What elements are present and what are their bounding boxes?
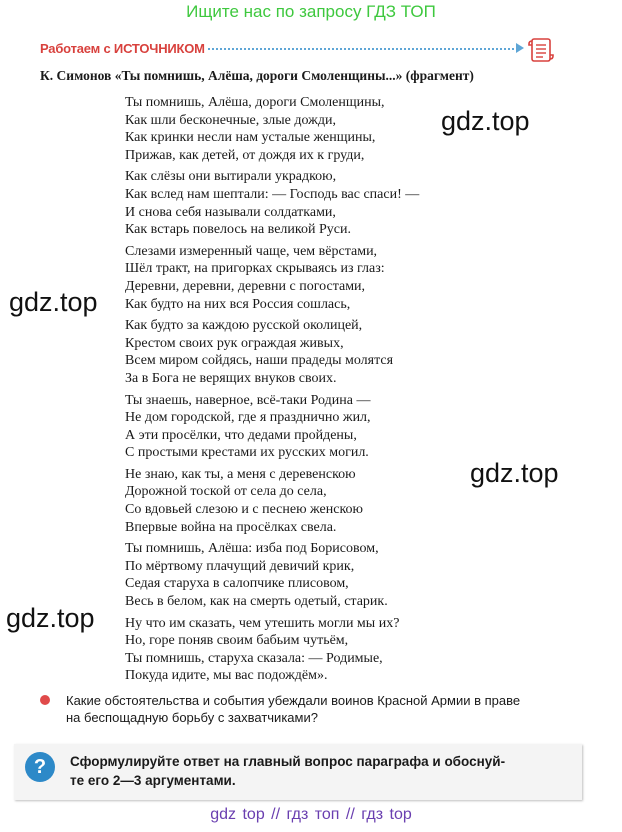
poem-stanza — [125, 615, 419, 685]
arrow-right-icon — [516, 43, 524, 53]
watermark: gdz.top — [9, 287, 98, 317]
footer-link[interactable]: гдз топ — [286, 806, 340, 823]
poem-line: Покуда идите, мы вас подождём». — [125, 668, 328, 684]
poem-line: Не знаю, как ты, а меня с деревенскою — [125, 466, 356, 482]
poem-stanza — [125, 466, 419, 536]
question-row — [40, 692, 580, 726]
dotted-arrow-line — [208, 48, 518, 50]
poem-line: Но, горе поняв своим бабьим чутьём, — [125, 633, 349, 649]
poem-line: Со вдовьей слезою и с песнею женскою — [125, 502, 364, 518]
source-header — [40, 38, 556, 66]
question-line: на беспощадную борьбу с захватчиками? — [66, 710, 318, 725]
poem-line: Впервые война на просёлках свела. — [125, 519, 337, 535]
poem-line: Как кринки несли нам усталые женщины, — [125, 130, 376, 146]
poem-title: К. Симонов «Ты помнишь, Алёша, дороги Смоленщины...» (фрагмент) — [40, 68, 474, 83]
poem-line: По мёртвому плачущий девичий крик, — [125, 558, 355, 574]
bullet-icon — [40, 695, 50, 705]
poem-line: Шёл тракт, на пригорках скрываясь из глаз: — [125, 261, 385, 277]
source-label-main: ИСТОЧНИКОМ — [113, 41, 205, 56]
poem-line: А эти просёлки, что дедами пройдены, — [125, 427, 357, 443]
task-line: Сформулируйте ответ на главный вопрос параграфа и обоснуй- — [70, 754, 506, 769]
watermark: gdz.top — [470, 458, 559, 488]
document-scroll-icon — [526, 34, 556, 64]
poem-line: С простыми крестами их русских могил. — [125, 445, 369, 461]
poem-line: Прижав, как детей, от дождя их к груди, — [125, 147, 365, 163]
source-label-prefix: Работаем с — [40, 41, 111, 56]
watermark: gdz.top — [441, 106, 530, 136]
poem-line: Слезами измеренный чаще, чем вёрстами, — [125, 243, 378, 259]
poem-line: Дорожной тоской от села до села, — [125, 484, 327, 500]
footer-separator: // — [271, 806, 281, 823]
poem-line: Как слёзы они вытирали украдкою, — [125, 169, 337, 185]
poem-line: Всем миром сойдясь, наши прадеды молятся — [125, 353, 394, 369]
poem-line: Весь в белом, как на смерть одетый, старик. — [125, 594, 388, 610]
poem-line: Как шли бесконечные, злые дожди, — [125, 112, 336, 128]
source-label — [40, 41, 205, 56]
poem-stanza — [125, 94, 419, 164]
footer-link[interactable]: gdz top — [210, 806, 265, 823]
poem-line: Как вслед нам шептали: — Господь вас спаси! — — [125, 186, 420, 202]
question-line: Какие обстоятельства и события убеждали воинов Красной Армии в праве — [66, 693, 521, 708]
footer-links — [0, 806, 622, 824]
poem-line: Крестом своих рук ограждая живых, — [125, 335, 344, 351]
poem-line: Не дом городской, где я празднично жил, — [125, 410, 371, 426]
poem-line: Ты помнишь, старуха сказала: — Родимые, — [125, 650, 383, 666]
poem-stanza — [125, 243, 419, 313]
task-box — [14, 744, 582, 800]
footer-separator: // — [345, 806, 355, 823]
poem-line: Седая старуха в салопчике плисовом, — [125, 576, 349, 592]
poem-line: И снова себя называли солдатками, — [125, 204, 336, 220]
poem-line: Как будто на них вся Россия сошлась, — [125, 296, 351, 312]
poem-line: Как встарь повелось на великой Руси. — [125, 222, 351, 238]
poem-body — [125, 94, 419, 689]
poem-line: Как будто за каждою русской околицей, — [125, 318, 363, 334]
task-line: те его 2—3 аргументами. — [70, 773, 236, 788]
task-text — [70, 752, 570, 790]
question-mark-icon: ? — [25, 752, 55, 782]
poem-line: Ты знаешь, наверное, всё-таки Родина — — [125, 392, 371, 408]
poem-line: Деревни, деревни, деревни с погостами, — [125, 278, 366, 294]
poem-line: Ну что им сказать, чем утешить могли мы их? — [125, 615, 400, 631]
top-banner: Ищите нас по запросу ГДЗ ТОП — [186, 2, 436, 21]
poem-line: За в Бога не верящих внуков своих. — [125, 370, 337, 386]
footer-link[interactable]: гдз top — [361, 806, 412, 823]
poem-stanza — [125, 168, 419, 238]
poem-stanza — [125, 317, 419, 387]
watermark: gdz.top — [6, 603, 95, 633]
question-text — [66, 692, 580, 726]
poem-line: Ты помнишь, Алёша: изба под Борисовом, — [125, 541, 379, 557]
poem-stanza — [125, 540, 419, 610]
poem-line: Ты помнишь, Алёша, дороги Смоленщины, — [125, 95, 385, 110]
poem-stanza — [125, 392, 419, 462]
